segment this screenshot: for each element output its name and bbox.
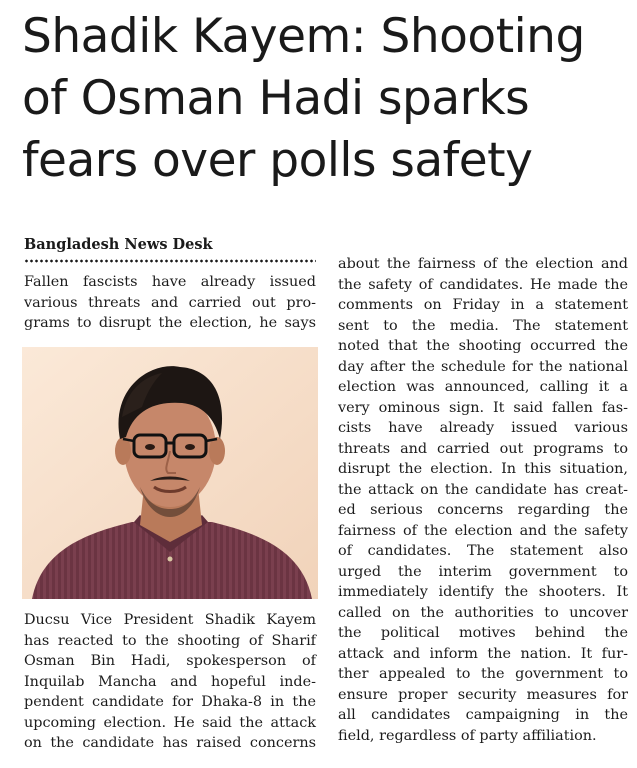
headline	[22, 6, 622, 192]
body-line: called on the authorities to uncover	[338, 604, 628, 621]
body-line: the political motives behind the	[338, 625, 628, 641]
body-line: of candidates. The statement also	[338, 543, 628, 559]
body-line: upcoming election. He said the attack	[24, 714, 316, 731]
body-line: Osman Bin Hadi, spokesperson of	[24, 653, 316, 669]
lead-paragraph	[24, 272, 316, 334]
body-line: disrupt the election. In this situation,	[338, 461, 628, 477]
body-line: attack and inform the nation. It fur-	[338, 645, 628, 662]
body-line: urged the interim government to	[338, 563, 628, 580]
portrait-photo	[22, 347, 318, 599]
headline-line-2: of Osman Hadi sparks	[22, 71, 530, 126]
body-line: immediately identify the shooters. It	[338, 584, 628, 600]
body-line: ed serious concerns regarding the	[338, 502, 628, 518]
body-line: ther appealed to the government to	[338, 666, 628, 682]
headline-line-1: Shadik Kayem: Shooting	[22, 9, 585, 64]
body-line: field, regardless of party affiliation.	[338, 727, 597, 744]
body-line: sent to the media. The statement	[338, 317, 628, 334]
body-line: election was announced, calling it a	[338, 379, 628, 395]
body-line: Inquilab Mancha and hopeful inde-	[24, 673, 316, 690]
body-line: fairness of the election and the safety	[338, 522, 628, 539]
body-line: very ominous sign. It said fallen fas-	[338, 399, 628, 416]
body-line: the attack on the candidate has creat-	[338, 481, 628, 498]
body-line: threats and carried out programs to	[338, 440, 628, 457]
body-line: comments on Friday in a statement	[338, 297, 628, 313]
lead-line: various threats and carried out pro-	[24, 294, 316, 311]
body-line: ensure proper security measures for	[338, 686, 628, 703]
headline-line-3: fears over polls safety	[22, 133, 533, 188]
lead-line: Fallen fascists have already issued	[24, 274, 316, 290]
body-line: pendent candidate for Dhaka-8 in the	[24, 694, 316, 710]
body-line: Ducsu Vice President Shadik Kayem	[24, 612, 316, 628]
body-line: about the fairness of the election and	[338, 256, 628, 272]
body-right-column	[338, 254, 628, 746]
body-line: noted that the shooting occurred the	[338, 338, 628, 354]
body-line: cists have already issued various	[338, 420, 628, 436]
body-line: has reacted to the shooting of Sharif	[24, 632, 316, 649]
body-line: day after the schedule for the national	[338, 358, 628, 375]
lead-line: grams to disrupt the election, he says	[24, 315, 316, 331]
byline: Bangladesh News Desk	[24, 236, 213, 253]
body-line: on the candidate has raised concerns	[24, 735, 316, 751]
dotted-divider	[24, 259, 316, 263]
body-left-column	[24, 610, 316, 754]
body-line: the safety of candidates. He made the	[338, 276, 628, 293]
body-line: all candidates campaigning in the	[338, 707, 628, 723]
